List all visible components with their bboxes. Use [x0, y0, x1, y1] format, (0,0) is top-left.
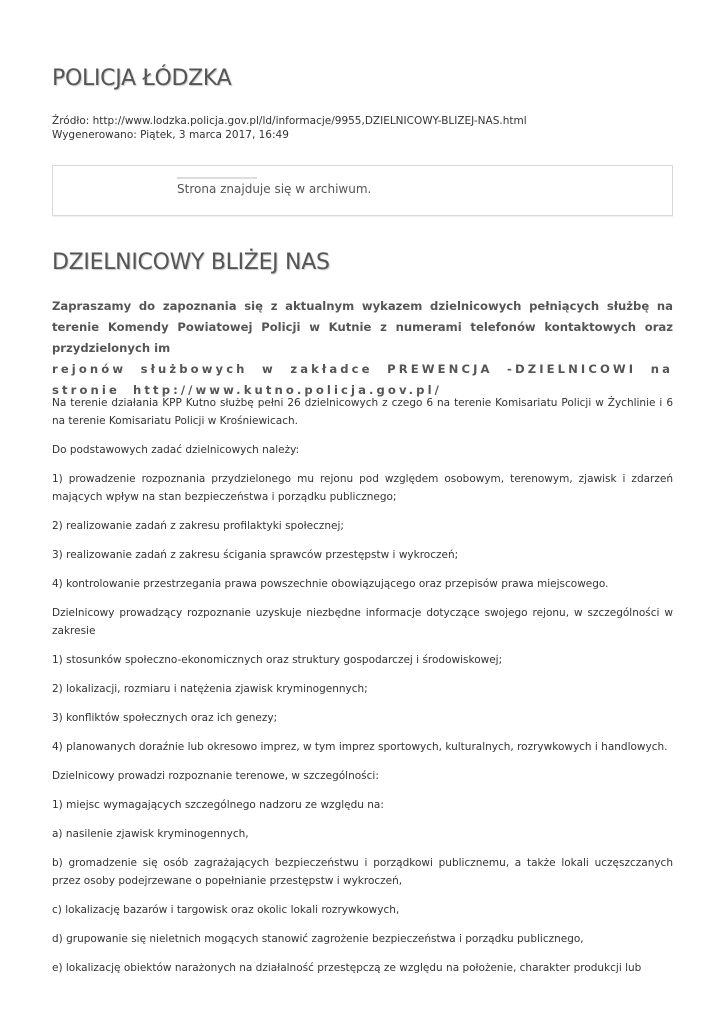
body-paragraph: 4) planowanych doraźnie lub okresowo imprez, w tym imprez sportowych, kulturalnych, rozrywkowych i handlowych. — [52, 741, 668, 753]
article-body — [52, 394, 673, 988]
body-paragraph: c) lokalizację bazarów i targowisk oraz okolic lokali rozrywkowych, — [52, 904, 400, 916]
archive-notice-text: Strona znajduje się w archiwum. — [177, 182, 372, 196]
archive-notice-box — [52, 165, 673, 216]
document-meta — [52, 114, 527, 142]
body-paragraph: e) lokalizację obiektów narażonych na działalność przestępczą ze względu na położenie, charakter produkcji lub — [52, 962, 642, 974]
body-paragraph: Do podstawowych zadać dzielnicowych należy: — [52, 444, 300, 456]
body-paragraph: Na terenie działania KPP Kutno służbę pełni 26 dzielnicowych z czego 6 na terenie Komisariatu Policji w Żychlinie i 6 na terenie Komisariatu Policji w Krośniewicach. — [52, 397, 673, 427]
generated-line: Wygenerowano: Piątek, 3 marca 2017, 16:49 — [52, 129, 289, 141]
body-paragraph: 1) prowadzenie rozpoznania przydzielonego mu rejonu pod względem osobowym, terenowym, zjawisk i zdarzeń mających wpływ na stan bezpieczeństwa i porządku publicznego; — [52, 473, 673, 503]
body-paragraph: 1) stosunków społeczno-ekonomicznych oraz struktury gospodarczej i środowiskowej; — [52, 654, 503, 666]
body-paragraph: 3) realizowanie zadań z zakresu ścigania sprawców przestępstw i wykroczeń; — [52, 549, 459, 561]
article-title: DZIELNICOWY BLIŻEJ NAS — [52, 250, 330, 275]
archive-notice-divider — [177, 177, 257, 179]
site-title: POLICJA ŁÓDZKA — [52, 66, 232, 91]
body-paragraph: 4) kontrolowanie przestrzegania prawa powszechnie obowiązującego oraz przepisów prawa miejscowego. — [52, 578, 609, 590]
body-paragraph: 2) lokalizacji, rozmiaru i natężenia zjawisk kryminogennych; — [52, 683, 368, 695]
lead-main-text: Zapraszamy do zapoznania się z aktualnym wykazem dzielnicowych pełniących służbę na terenie Komendy Powiatowej Policji w Kutnie z numerami telefonów kontaktowych oraz przydzielonych im — [52, 299, 673, 355]
article-lead — [52, 296, 673, 401]
body-paragraph: Dzielnicowy prowadzący rozpoznanie uzyskuje niezbędne informacje dotyczące swojego rejonu, w szczególności w zakresie — [52, 607, 673, 637]
body-paragraph: 3) konfliktów społecznych oraz ich genezy; — [52, 712, 278, 724]
body-paragraph: a) nasilenie zjawisk kryminogennych, — [52, 828, 249, 840]
lead-tail-text: rejonów służbowych w zakładce PREWENCJA -DZIELNICOWI na stronie http://www.kutno.policja.gov.pl/ — [52, 362, 673, 397]
body-paragraph: 1) miejsc wymagających szczególnego nadzoru ze względu na: — [52, 799, 384, 811]
source-line: Źródło: http://www.lodzka.policja.gov.pl/ld/informacje/9955,DZIELNICOWY-BLIZEJ-NAS.html — [52, 115, 527, 127]
body-paragraph: 2) realizowanie zadań z zakresu profilaktyki społecznej; — [52, 520, 344, 532]
body-paragraph: d) grupowanie się nieletnich mogących stanowić zagrożenie bezpieczeństwa i porządku publicznego, — [52, 933, 584, 945]
body-paragraph: Dzielnicowy prowadzi rozpoznanie terenowe, w szczególności: — [52, 770, 379, 782]
body-paragraph: b) gromadzenie się osób zagrażających bezpieczeństwu i porządkowi publicznemu, a także lokali uczęszczanych przez osoby podejrzewane o popełnianie przestępstw i wykroczeń, — [52, 857, 673, 887]
